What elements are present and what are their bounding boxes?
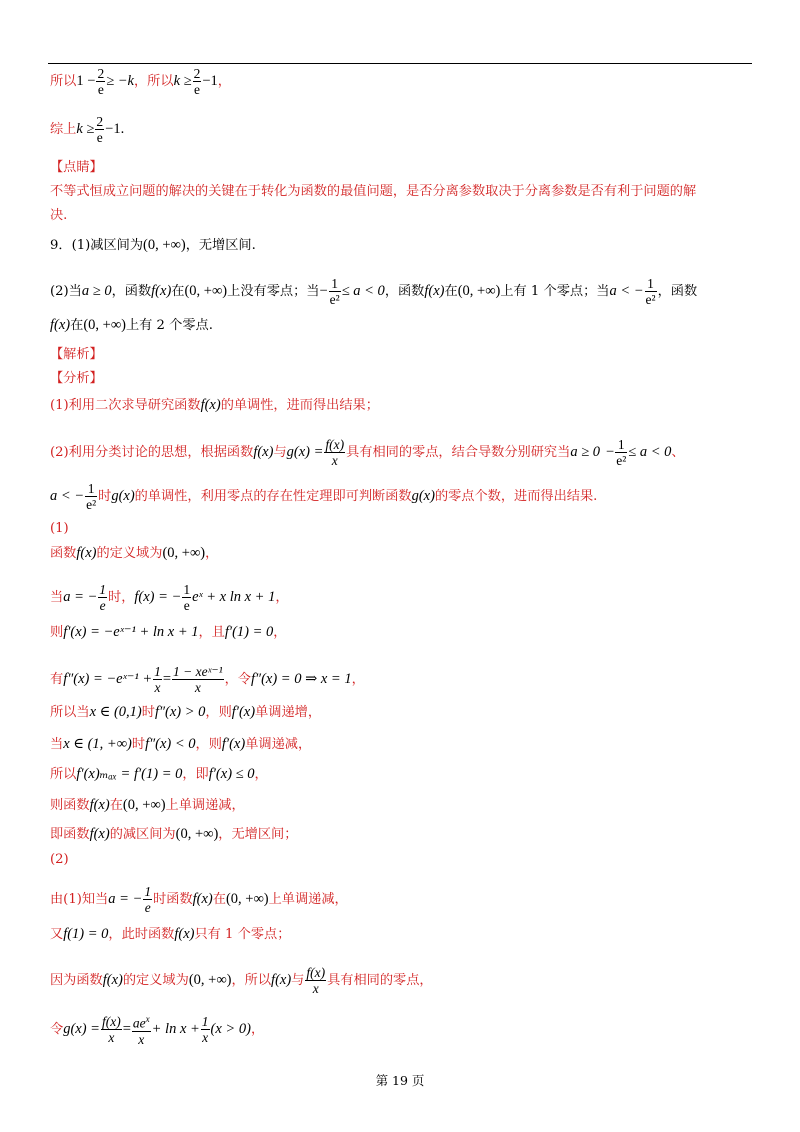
text-zai: 在 xyxy=(109,798,123,813)
text-dang: 当 xyxy=(50,590,64,605)
math-a-ge-0: a ≥ 0 xyxy=(81,283,112,299)
text-zai: 在 xyxy=(70,318,84,333)
numerator: f(x) xyxy=(325,437,345,452)
denominator: e² xyxy=(645,292,656,307)
denominator: e xyxy=(183,598,190,613)
text-ci-shi: ，此时函数 xyxy=(108,927,175,942)
math-x-in-1inf: x ∈ (1, +∞) xyxy=(63,736,132,752)
math-fprime-1: f′(1) = 0 xyxy=(224,624,274,640)
math-equals: = xyxy=(122,1020,131,1037)
math-fpp-lhs: f″(x) = −eˣ⁻¹ + xyxy=(63,671,153,687)
text-comma: ， xyxy=(217,74,231,89)
math-fprime-x: f′(x) xyxy=(231,704,256,720)
fraction-1-over-e2 xyxy=(645,276,657,307)
math-fx: f(x) xyxy=(253,444,274,460)
math-fx-tail: eˣ + x ln x + 1 xyxy=(192,589,276,605)
math-interval: (0, +∞) xyxy=(83,317,126,333)
denominator: x xyxy=(138,1031,145,1047)
text-hanshu: ，函数 xyxy=(657,284,698,299)
math-fprime-x: f′(x) xyxy=(221,736,246,752)
analysis-line-2 xyxy=(50,437,685,468)
math-fprime-max: f′(x)ₘₐₓ = f′(1) = 0 xyxy=(76,766,183,782)
solution-line-a-value xyxy=(50,582,289,613)
math-k-ge: k ≥ xyxy=(76,121,95,137)
denominator: e² xyxy=(616,453,627,468)
math-fx: f(x) xyxy=(151,283,172,299)
text-answer9: 9．(1)减区间为 xyxy=(50,238,144,253)
math-plus-lnx: + ln x + xyxy=(151,1020,200,1037)
math-minus-one: −1 xyxy=(202,73,218,89)
text-ji-hanshu: 即函数 xyxy=(50,827,90,842)
denominator: e² xyxy=(86,497,97,512)
solution-line-from-part1 xyxy=(50,884,348,915)
numerator xyxy=(132,1012,151,1032)
math-a-eq-neg: a = − xyxy=(63,589,98,605)
math-fx: f(x) xyxy=(271,972,292,988)
fraction-fx-over-x xyxy=(101,1014,122,1045)
math-fx: f(x) xyxy=(200,397,221,413)
text-ze: ，则 xyxy=(205,705,232,720)
math-minus-one: −1. xyxy=(105,121,125,137)
numerator: 1 xyxy=(99,582,107,597)
text-suoyi: 所以 xyxy=(50,74,77,89)
solution-line-domain xyxy=(50,544,218,563)
part-2-label: (2) xyxy=(50,852,69,867)
math-x-gt-0: (x > 0) xyxy=(210,1020,251,1037)
numerator-base: ae xyxy=(132,1015,146,1031)
fraction-fx-over-x xyxy=(324,437,345,468)
denominator: e² xyxy=(329,292,340,307)
text-analysis-3c: 的零点个数，进而得出结果. xyxy=(434,489,598,504)
solution-line-monotone xyxy=(50,796,245,815)
math-fx: f(x) xyxy=(174,926,195,942)
text-no-zero: 上没有零点；当 xyxy=(227,284,320,299)
math-fx: f(x) xyxy=(89,826,110,842)
fraction-1-over-e xyxy=(182,582,191,613)
text-ze: 则 xyxy=(50,625,64,640)
math-interval: (0, +∞) xyxy=(184,283,228,299)
line-conclusion-k xyxy=(50,66,231,97)
numerator: 1 xyxy=(183,582,191,597)
math-interval: (0, +∞) xyxy=(143,237,186,253)
math-gx-eq: g(x) = xyxy=(286,444,324,460)
fraction-1-over-e2 xyxy=(329,276,341,307)
numerator: 1 xyxy=(615,437,627,453)
numerator: 1 xyxy=(201,1013,209,1029)
text-zai: 在 xyxy=(171,284,185,299)
math-fx: f(x) xyxy=(102,972,123,988)
math-equals: = xyxy=(162,671,172,687)
text-suoyi-dang: 所以当 xyxy=(50,705,90,720)
text-shi-hanshu: 时函数 xyxy=(153,892,193,907)
math-gx-eq: g(x) = xyxy=(63,1020,100,1037)
fraction-1-over-e2 xyxy=(615,437,627,468)
math-k-ge: k ≥ xyxy=(173,73,192,89)
text-analysis-1a: (1)利用二次求导研究函数 xyxy=(50,398,201,413)
analysis-line-3 xyxy=(50,481,597,512)
numerator: 1 xyxy=(85,481,97,497)
text-because: 因为函数 xyxy=(50,973,103,988)
math-le-a-lt-0: ≤ a < 0 xyxy=(341,283,385,299)
text-shi: 时 xyxy=(141,705,155,720)
math-interval: (0, +∞) xyxy=(225,891,269,907)
fraction-1-over-x xyxy=(153,664,162,695)
solution-line-increasing xyxy=(50,703,321,722)
solution-line-same-zeros xyxy=(50,965,433,996)
text-domain: 的定义域为 xyxy=(96,546,163,561)
text-suoyi: 所以 xyxy=(50,767,77,782)
text-decreasing-on: 上单调递减， xyxy=(165,798,245,813)
solution-line-second-derivative xyxy=(50,664,365,695)
text-ling: ，令 xyxy=(224,672,251,687)
math-f1-eq0: f(1) = 0 xyxy=(63,926,109,942)
math-ge-neg-k: ≥ −k xyxy=(106,73,134,89)
math-fpp-pos: f″(x) > 0 xyxy=(154,704,206,720)
text-same-zeros: 具有相同的零点， xyxy=(327,973,433,988)
text-comma: ， xyxy=(275,590,289,605)
denominator: e xyxy=(193,82,200,97)
analysis-line-1 xyxy=(50,396,379,415)
denominator: x xyxy=(202,1029,209,1045)
page-number: 第 19 页 xyxy=(375,1073,425,1088)
text-decreasing: 单调递减， xyxy=(245,737,312,752)
text-yu: 与 xyxy=(273,445,287,460)
text-shi: 时， xyxy=(108,590,135,605)
denominator: e xyxy=(144,900,151,915)
math-minus: − xyxy=(319,283,328,299)
dianjing-text-2: 决. xyxy=(50,208,68,223)
numerator: 1 xyxy=(144,884,152,899)
math-minus: − xyxy=(606,444,615,460)
math-a-lt-neg: a < − xyxy=(50,488,85,504)
math-interval: (0, +∞) xyxy=(162,545,206,561)
math-fx: f(x) xyxy=(50,317,71,333)
text-from-part1: 由(1)知当 xyxy=(50,892,109,907)
header-rule xyxy=(48,63,752,64)
numerator: 1 − xeˣ⁻¹ xyxy=(173,664,223,679)
numerator: 2 xyxy=(96,114,104,129)
fraction-2-over-e xyxy=(193,66,202,97)
answer-9-part2-cont xyxy=(50,316,213,335)
text-you: 有 xyxy=(50,672,64,687)
denominator: x xyxy=(194,680,201,695)
text-decreasing-interval: 的减区间为 xyxy=(109,827,176,842)
text-dang: (2)当 xyxy=(50,284,82,299)
denominator: x xyxy=(154,680,161,695)
math-fprime-le0: f′(x) ≤ 0 xyxy=(208,766,255,782)
fraction-fpp-over-x xyxy=(172,664,224,695)
jiexi-heading: 【解析】 xyxy=(50,347,103,362)
text-analysis-2c: 具有相同的零点，结合导数分别研究当 xyxy=(346,445,571,460)
text-one-zero: 上有 1 个零点；当 xyxy=(500,284,610,299)
fraction-1-over-e xyxy=(98,582,107,613)
fraction-1-over-x xyxy=(201,1014,210,1045)
math-interval: (0, +∞) xyxy=(457,283,501,299)
numerator: f(x) xyxy=(306,965,326,980)
math-a-ge-0: a ≥ 0 xyxy=(570,444,601,460)
fraction-1-over-e xyxy=(143,884,152,915)
solution-line-decreasing xyxy=(50,735,311,754)
text-ji: ，即 xyxy=(182,767,209,782)
denominator: x xyxy=(108,1029,115,1045)
text-increasing: 单调递增， xyxy=(255,705,322,720)
numerator: 2 xyxy=(97,66,105,81)
math-fprime-def: f′(x) = −eˣ⁻¹ + ln x + 1 xyxy=(63,624,199,640)
math-gx: g(x) xyxy=(111,488,135,504)
math-fx: f(x) xyxy=(192,891,213,907)
math-x-in-01: x ∈ (0,1) xyxy=(89,704,142,720)
fraction-2-over-e xyxy=(96,66,105,97)
text-no-increase: ，无增区间； xyxy=(218,827,298,842)
math-fx-eq-neg: f(x) = − xyxy=(134,589,182,605)
math-fx: f(x) xyxy=(89,797,110,813)
text-you: 又 xyxy=(50,927,64,942)
text-yu: 与 xyxy=(291,973,305,988)
text-comma: ， xyxy=(254,767,268,782)
numerator-exponent: x xyxy=(145,1014,150,1024)
text-no-increase: ，无增区间. xyxy=(185,238,256,253)
line-summary-k xyxy=(50,114,124,145)
text-analysis-3b: 的单调性，利用零点的存在性定理即可判断函数 xyxy=(134,489,412,504)
text-suoyi: ，所以 xyxy=(231,973,272,988)
text-domain: 的定义域为 xyxy=(122,973,189,988)
text-zai: 在 xyxy=(212,892,226,907)
math-one-minus: 1 − xyxy=(76,73,96,89)
numerator: f(x) xyxy=(101,1013,121,1029)
math-fx: f(x) xyxy=(76,545,97,561)
text-analysis-2a: (2)利用分类讨论的思想，根据函数 xyxy=(50,445,254,460)
math-le-a-lt-0: ≤ a < 0 xyxy=(628,444,672,460)
math-a-eq-neg: a = − xyxy=(108,891,143,907)
text-hanshu: 函数 xyxy=(50,546,77,561)
text-ze-hanshu: 则函数 xyxy=(50,798,90,813)
math-interval: (0, +∞) xyxy=(175,826,219,842)
fraction-2-over-e xyxy=(95,114,104,145)
answer-9-part2 xyxy=(50,276,697,307)
solution-line-define-g xyxy=(50,1012,264,1047)
text-qie: ，且 xyxy=(198,625,225,640)
text-comma: ， xyxy=(351,672,365,687)
denominator: x xyxy=(331,453,338,468)
dianjing-text-1: 不等式恒成立问题的解决的关键在于转化为函数的最值问题，是否分离参数取决于分离参数是否有利于问题的解 xyxy=(50,184,697,199)
text-analysis-1b: 的单调性，进而得出结果； xyxy=(220,398,379,413)
part-1-label: (1) xyxy=(50,521,69,536)
solution-line-derivative xyxy=(50,623,286,642)
math-interval: (0, +∞) xyxy=(122,797,166,813)
denominator: e xyxy=(99,598,106,613)
fenxi-heading: 【分析】 xyxy=(50,371,103,386)
text-shi: 时 xyxy=(98,489,112,504)
math-interval: (0, +∞) xyxy=(188,972,232,988)
text-comma: ， xyxy=(273,625,287,640)
fraction-fx-over-x xyxy=(305,965,326,996)
text-one-zero: 只有 1 个零点； xyxy=(194,927,291,942)
dianjing-heading: 【点睛】 xyxy=(50,160,103,175)
text-dunhao: 、 xyxy=(671,445,685,460)
numerator: 1 xyxy=(329,276,341,292)
math-fpp-solve: f″(x) = 0 ⇒ x = 1 xyxy=(251,671,352,687)
answer-9-part1 xyxy=(50,236,256,255)
solution-line-interval xyxy=(50,825,297,844)
text-ling: 令 xyxy=(50,1021,64,1037)
math-gx: g(x) xyxy=(411,488,435,504)
text-dang: 当 xyxy=(50,737,64,752)
solution-line-one-zero xyxy=(50,925,290,944)
text-ze: ，则 xyxy=(195,737,222,752)
text-suoyi-2: ，所以 xyxy=(134,74,174,89)
numerator: 2 xyxy=(193,66,201,81)
math-a-lt-neg: a < − xyxy=(609,283,644,299)
text-two-zeros: 上有 2 个零点. xyxy=(125,318,213,333)
math-fx: f(x) xyxy=(424,283,445,299)
text-hanshu: ，函数 xyxy=(111,284,152,299)
text-hanshu: ，函数 xyxy=(384,284,425,299)
solution-line-max xyxy=(50,765,268,784)
text-comma: ， xyxy=(205,546,219,561)
denominator: x xyxy=(312,981,319,996)
math-fpp-neg: f″(x) < 0 xyxy=(145,736,196,752)
text-decreasing-on: 上单调递减， xyxy=(268,892,348,907)
denominator: e xyxy=(96,130,103,145)
numerator: 1 xyxy=(645,276,657,292)
text-shi: 时 xyxy=(131,737,146,752)
fraction-aex-over-x xyxy=(132,1012,151,1047)
numerator: 1 xyxy=(154,664,161,679)
denominator: e xyxy=(97,82,104,97)
text-comma: ， xyxy=(250,1021,265,1037)
text-zongshang: 综上 xyxy=(50,122,77,137)
text-zai: 在 xyxy=(444,284,458,299)
fraction-1-over-e2 xyxy=(85,481,97,512)
